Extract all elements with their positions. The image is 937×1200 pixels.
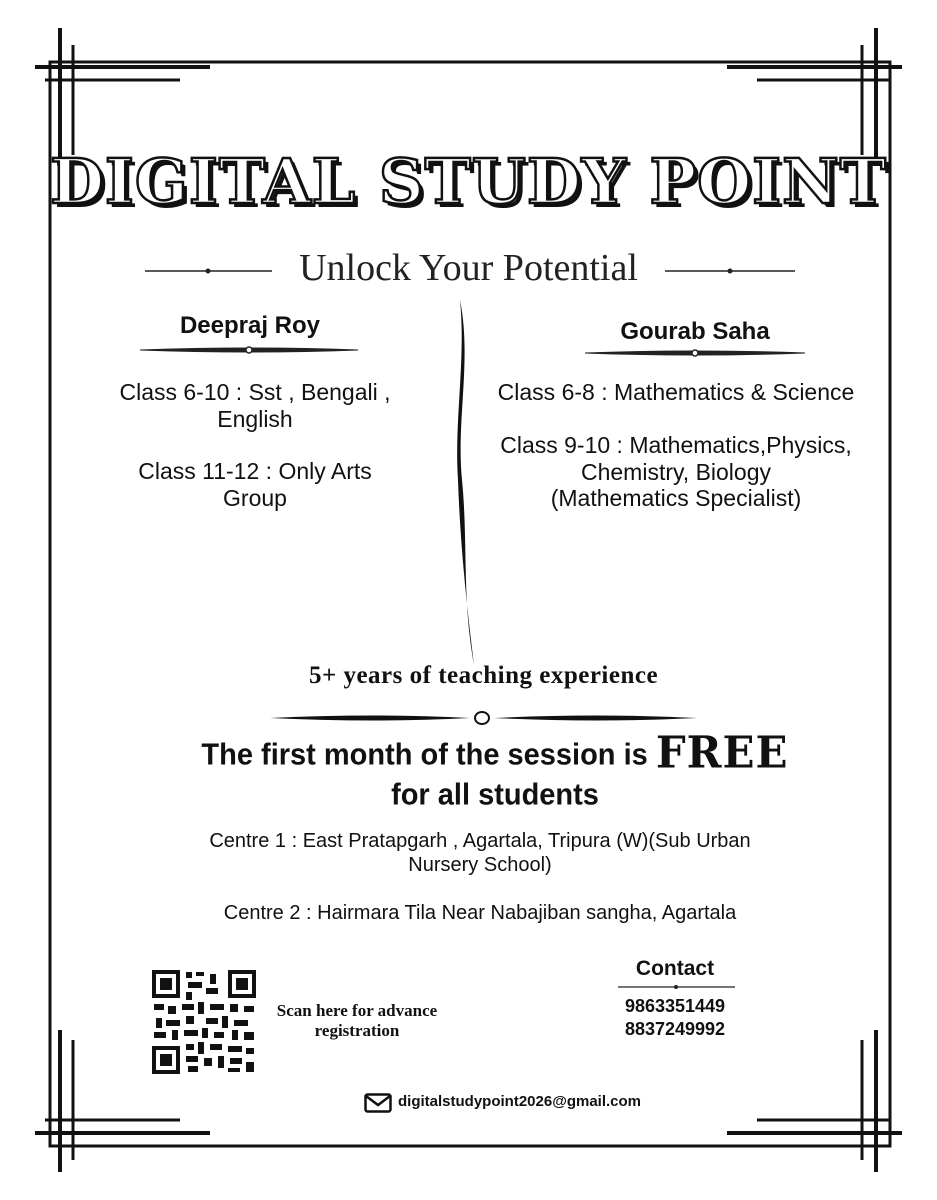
qr-caption: Scan here for advance registration — [276, 1001, 438, 1040]
teacher-name-left: Deepraj Roy — [179, 312, 321, 339]
centre-2: Centre 2 : Hairmara Tila Near Nabajiban sangha, Agartala — [223, 902, 737, 924]
envelope-icon — [364, 1093, 392, 1113]
teacher-right-specialist: (Mathematics Specialist) — [550, 485, 802, 511]
free-offer-line2: for all students — [391, 778, 599, 812]
free-offer — [0, 726, 937, 815]
email-address[interactable]: digitalstudypoint2026@gmail.com — [398, 1093, 642, 1110]
teacher-right-class-1: Class 6-8 : Mathematics & Science — [497, 379, 855, 405]
poster-title: DIGITAL STUDY POINT — [50, 145, 887, 218]
qr-code-icon[interactable] — [152, 970, 256, 1074]
phone-1[interactable]: 9863351449 — [624, 996, 726, 1016]
teacher-left-class-2: Class 11-12 : Only Arts Group — [138, 458, 372, 511]
teacher-right-class-2: Class 9-10 : Mathematics,Physics, Chemistry, Biology — [500, 432, 852, 485]
teacher-left-class-1: Class 6-10 : Sst , Bengali , English — [119, 379, 391, 432]
experience-text: 5+ years of teaching experience — [308, 662, 659, 689]
teacher-name-right: Gourab Saha — [620, 318, 770, 345]
free-highlight: FREE — [655, 726, 789, 779]
free-offer-prefix: The first month of the session is — [201, 738, 648, 772]
tagline: Unlock Your Potential — [299, 247, 638, 289]
phone-2[interactable]: 8837249992 — [624, 1019, 726, 1039]
centre-1: Centre 1 : East Pratapgarh , Agartala, Tripura (W)(Sub Urban Nursery School) — [209, 830, 751, 876]
contact-title: Contact — [635, 957, 715, 980]
